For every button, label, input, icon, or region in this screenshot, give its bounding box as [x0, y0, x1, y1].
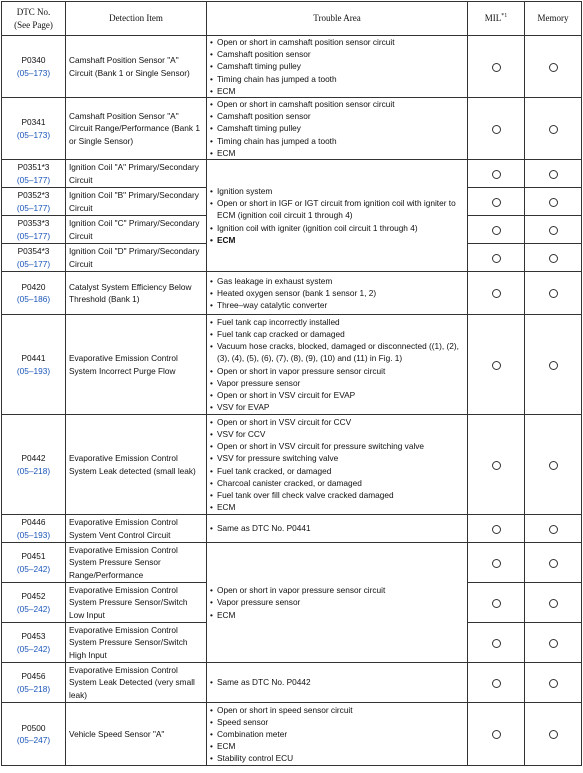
detection-item: Ignition Coil "C" Primary/Secondary Circuit [66, 216, 207, 244]
trouble-area-item: • Gas leakage in exhaust system [210, 275, 464, 287]
trouble-area-item: • ECM [210, 609, 464, 621]
trouble-area-item: • Heated oxygen sensor (bank 1 sensor 1, 2) [210, 287, 464, 299]
trouble-area-item: • Fuel tank over fill check valve cracked damaged [210, 489, 464, 501]
memory-circle-icon [549, 254, 558, 263]
trouble-area-item: • Camshaft position sensor [210, 110, 464, 122]
table-row [2, 272, 582, 315]
detection-item: Evaporative Emission Control System Incorrect Purge Flow [66, 315, 207, 415]
detection-item: Evaporative Emission Control System Pressure Sensor/Switch Low Input [66, 583, 207, 623]
detection-item: Ignition Coil "D" Primary/Secondary Circuit [66, 244, 207, 272]
memory-circle-icon [549, 639, 558, 648]
memory-circle-icon [549, 170, 558, 179]
trouble-area [207, 515, 468, 543]
memory-circle-icon [549, 63, 558, 72]
mil-circle-icon [492, 361, 501, 370]
trouble-area-item: • Combination meter [210, 728, 464, 740]
memory-circle-icon [549, 679, 558, 688]
trouble-area-item: • Camshaft timing pulley [210, 122, 464, 134]
memory-circle-icon [549, 289, 558, 298]
trouble-area-item: • Timing chain has jumped a tooth [210, 135, 464, 147]
page-ref-link[interactable]: (05–193) [16, 529, 51, 540]
dtc-no-header: DTC No. (See Page) [2, 2, 66, 36]
trouble-area [207, 98, 468, 160]
mil-circle-icon [492, 226, 501, 235]
dtc-code-cell: P0341 (05–173) [2, 98, 66, 160]
memory-circle-icon [549, 198, 558, 207]
trouble-area-item: • Open or short in VSV circuit for EVAP [210, 389, 464, 401]
dtc-table [1, 1, 582, 766]
trouble-area-item: • Three–way catalytic converter [210, 299, 464, 311]
trouble-area [207, 160, 468, 272]
mil-circle-icon [492, 461, 501, 470]
trouble-area [207, 703, 468, 766]
detection-item: Vehicle Speed Sensor "A" [66, 703, 207, 766]
dtc-code-cell: P0453 (05–242) [2, 623, 66, 663]
trouble-area-item: • Vacuum hose cracks, blocked, damaged or disconnected ((1), (2), (3), (4), (5), (6), (7), (8), (9), (10) and (11) in Fig. 1) [210, 340, 464, 364]
trouble-area-item: • Speed sensor [210, 716, 464, 728]
trouble-area-item: • Camshaft position sensor [210, 48, 464, 60]
dtc-code-cell: P0500 (05–247) [2, 703, 66, 766]
dtc-code-cell: P0456 (05–218) [2, 663, 66, 703]
trouble-area-item: • Charcoal canister cracked, or damaged [210, 477, 464, 489]
mil-circle-icon [492, 679, 501, 688]
detection-item: Evaporative Emission Control System Pressure Sensor/Switch High Input [66, 623, 207, 663]
memory-circle-icon [549, 730, 558, 739]
trouble-area-item: • ECM [210, 501, 464, 513]
dtc-code-cell: P0352*3 (05–177) [2, 188, 66, 216]
page-ref-link[interactable]: (05–193) [16, 365, 51, 376]
detection-item: Ignition Coil "B" Primary/Secondary Circuit [66, 188, 207, 216]
trouble-area-item: • Vapor pressure sensor [210, 596, 464, 608]
dtc-code-cell: P0420 (05–186) [2, 272, 66, 315]
mil-circle-icon [492, 599, 501, 608]
trouble-area-item: • ECM [210, 85, 464, 97]
dtc-code-cell: P0452 (05–242) [2, 583, 66, 623]
page-ref-link[interactable]: (05–173) [16, 67, 51, 78]
detection-item: Evaporative Emission Control System Leak detected (small leak) [66, 415, 207, 515]
trouble-area [207, 543, 468, 663]
mil-circle-icon [492, 125, 501, 134]
trouble-area-item: • VSV for pressure switching valve [210, 452, 464, 464]
trouble-area-item: • Fuel tank cap cracked or damaged [210, 328, 464, 340]
trouble-area-item: • ECM [210, 147, 464, 159]
page-ref-link[interactable]: (05–218) [16, 683, 51, 694]
trouble-area-item: • Open or short in vapor pressure sensor circuit [210, 584, 464, 596]
trouble-area-item: • Camshaft timing pulley [210, 60, 464, 72]
table-row [2, 515, 582, 543]
trouble-area-item: • Same as DTC No. P0441 [210, 522, 464, 534]
page-ref-link[interactable]: (05–242) [16, 643, 51, 654]
trouble-area-item: • Open or short in VSV circuit for CCV [210, 416, 464, 428]
page-ref-link[interactable]: (05–186) [16, 294, 51, 305]
memory-circle-icon [549, 461, 558, 470]
dtc-code-cell: P0340 (05–173) [2, 36, 66, 98]
trouble-area-item: • Open or short in VSV circuit for pressure switching valve [210, 440, 464, 452]
detection-item: Camshaft Position Sensor "A" Circuit (Bank 1 or Single Sensor) [66, 36, 207, 98]
mil-circle-icon [492, 170, 501, 179]
page-ref-link[interactable]: (05–173) [16, 129, 51, 140]
trouble-area-item: • Fuel tank cap incorrectly installed [210, 316, 464, 328]
table-row [2, 315, 582, 415]
trouble-area-item: • Ignition system [210, 185, 464, 197]
table-row [2, 415, 582, 515]
memory-circle-icon [549, 559, 558, 568]
table-row [2, 663, 582, 703]
trouble-area-item: • Stability control ECU [210, 752, 464, 764]
trouble-area-item: • Vapor pressure sensor [210, 377, 464, 389]
dtc-code-cell: P0351*3 (05–177) [2, 160, 66, 188]
trouble-area-item: • Open or short in speed sensor circuit [210, 704, 464, 716]
detection-item-header: Detection Item [66, 2, 207, 36]
dtc-code-cell: P0442 (05–218) [2, 415, 66, 515]
trouble-area-item: • Open or short in vapor pressure sensor circuit [210, 365, 464, 377]
mil-circle-icon [492, 198, 501, 207]
detection-item: Evaporative Emission Control System Pressure Sensor Range/Performance [66, 543, 207, 583]
detection-item: Camshaft Position Sensor "A" Circuit Range/Performance (Bank 1 or Single Sensor) [66, 98, 207, 160]
detection-item: Catalyst System Efficiency Below Threshold (Bank 1) [66, 272, 207, 315]
detection-item: Ignition Coil "A" Primary/Secondary Circuit [66, 160, 207, 188]
memory-circle-icon [549, 125, 558, 134]
mil-circle-icon [492, 730, 501, 739]
table-row [2, 98, 582, 160]
memory-circle-icon [549, 525, 558, 534]
trouble-area-item: • VSV for CCV [210, 428, 464, 440]
trouble-area-item: • Open or short in camshaft position sensor circuit [210, 36, 464, 48]
mil-circle-icon [492, 559, 501, 568]
mil-circle-icon [492, 525, 501, 534]
trouble-area [207, 36, 468, 98]
trouble-area-item: • ECM [210, 234, 464, 246]
trouble-area [207, 315, 468, 415]
table-row [2, 703, 582, 766]
trouble-area [207, 272, 468, 315]
trouble-area-item: • Same as DTC No. P0442 [210, 676, 464, 688]
page-ref-link[interactable]: (05–242) [16, 603, 51, 614]
mil-circle-icon [492, 639, 501, 648]
dtc-code-cell: P0354*3 (05–177) [2, 244, 66, 272]
page-ref-link[interactable]: (05–177) [16, 202, 51, 213]
page-ref-link[interactable]: (05–177) [16, 258, 51, 269]
dtc-code-cell: P0451 (05–242) [2, 543, 66, 583]
table-row [2, 543, 582, 583]
dtc-code-cell: P0441 (05–193) [2, 315, 66, 415]
trouble-area-item: • Ignition coil with igniter (ignition coil circuit 1 through 4) [210, 222, 464, 234]
detection-item: Evaporative Emission Control System Leak Detected (very small leak) [66, 663, 207, 703]
dtc-code-cell: P0353*3 (05–177) [2, 216, 66, 244]
mil-circle-icon [492, 254, 501, 263]
trouble-area [207, 415, 468, 515]
trouble-area-item: • Timing chain has jumped a tooth [210, 73, 464, 85]
page-ref-link[interactable]: (05–177) [16, 174, 51, 185]
trouble-area-item: • Open or short in camshaft position sensor circuit [210, 98, 464, 110]
memory-circle-icon [549, 599, 558, 608]
mil-circle-icon [492, 63, 501, 72]
table-row [2, 160, 582, 188]
page-ref-link[interactable]: (05–242) [16, 563, 51, 574]
page-ref-link[interactable]: (05–247) [16, 735, 51, 746]
table-row [2, 36, 582, 98]
trouble-area-item: • VSV for EVAP [210, 401, 464, 413]
trouble-area-item: • Fuel tank cracked, or damaged [210, 465, 464, 477]
page-ref-link[interactable]: (05–177) [16, 230, 51, 241]
trouble-area [207, 663, 468, 703]
trouble-area-header: Trouble Area [207, 2, 468, 36]
memory-circle-icon [549, 226, 558, 235]
dtc-code-cell: P0446 (05–193) [2, 515, 66, 543]
detection-item: Evaporative Emission Control System Vent Control Circuit [66, 515, 207, 543]
page-ref-link[interactable]: (05–218) [16, 465, 51, 476]
memory-circle-icon [549, 361, 558, 370]
mil-header: MIL$^{*1}$ [468, 2, 525, 36]
header-row [2, 2, 582, 36]
memory-header: Memory [525, 2, 582, 36]
mil-circle-icon [492, 289, 501, 298]
trouble-area-item: • ECM [210, 740, 464, 752]
trouble-area-item: • Open or short in IGF or IGT circuit from ignition coil with igniter to ECM (ignition coil circuit 1 through 4) [210, 197, 464, 221]
